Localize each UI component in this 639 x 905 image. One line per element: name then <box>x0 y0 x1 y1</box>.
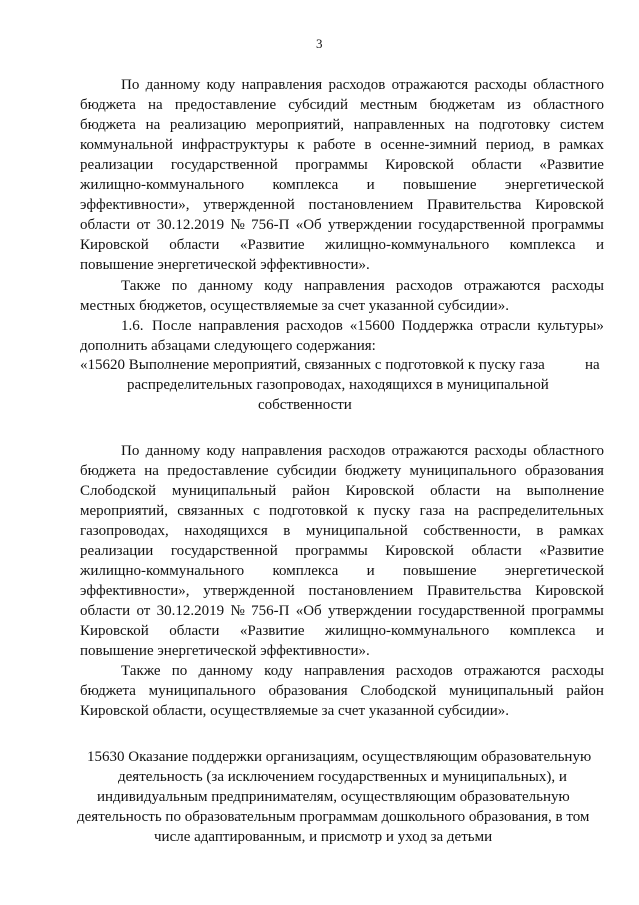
word: утвержденной <box>203 583 295 599</box>
word: осенне-зимний <box>380 137 477 153</box>
word: программы <box>531 217 604 233</box>
word: и <box>595 623 604 639</box>
word: инфраструктуры <box>181 137 289 153</box>
word: Правительства <box>427 583 522 599</box>
word: данному <box>145 443 201 459</box>
word: Кировской <box>385 543 454 559</box>
word: отражаются <box>463 663 541 679</box>
word: области <box>169 237 220 253</box>
word: энергетической <box>504 563 604 579</box>
word: Слободской <box>80 483 157 499</box>
text-line: числе адаптированным, и присмотр и уход за детьми <box>154 829 493 845</box>
word: направления <box>241 77 323 93</box>
word: муниципальный <box>171 483 277 499</box>
word: «Развитие <box>539 543 604 559</box>
word: области <box>80 603 131 619</box>
word: области <box>430 483 481 499</box>
word: области <box>80 217 131 233</box>
text-line: индивидуальным предпринимателям, осуществляющим образовательную <box>97 789 570 805</box>
word: областного <box>533 443 604 459</box>
word: комплекса <box>272 177 339 193</box>
word: от <box>136 603 151 619</box>
text-line <box>80 116 604 135</box>
text-line <box>152 317 604 336</box>
word: коду <box>206 443 236 459</box>
word: направленных <box>353 117 445 133</box>
word: комплекса <box>509 237 576 253</box>
text-line: 15630 Оказание поддержки организациям, осуществляющим образовательную <box>87 749 592 765</box>
word: предоставление <box>174 97 277 113</box>
word: отражаются <box>391 443 469 459</box>
word: связанных <box>177 503 244 519</box>
word: 30.12.2019 <box>156 217 225 233</box>
word: Кировской <box>535 197 604 213</box>
word: на <box>144 463 159 479</box>
word: бюджета <box>80 97 136 113</box>
word: реализации <box>80 543 154 559</box>
word: данному <box>198 278 253 294</box>
word: муниципальной <box>305 523 408 539</box>
word: подготовкой <box>269 503 348 519</box>
word: расходы <box>551 663 604 679</box>
word: отрасли <box>480 318 531 334</box>
word: программы <box>295 157 368 173</box>
word: расходы <box>474 77 527 93</box>
word: в <box>543 137 551 153</box>
word: в <box>364 137 372 153</box>
word: рамках <box>559 523 604 539</box>
word: по <box>171 278 188 294</box>
text-line: повышение энергетической эффективности». <box>80 643 370 659</box>
word: жилищно-коммунального <box>80 177 245 193</box>
text-line <box>80 96 604 115</box>
word: государственной <box>170 157 278 173</box>
word: газа <box>419 503 445 519</box>
word: в <box>283 523 291 539</box>
word: № <box>230 603 245 619</box>
text-line: повышение энергетической эффективности». <box>80 257 370 273</box>
word: распределительных <box>478 503 604 519</box>
word: собственности, <box>423 523 521 539</box>
word: «Развитие <box>539 157 604 173</box>
text-line <box>80 582 604 601</box>
word: и <box>366 177 375 193</box>
word: После <box>152 318 192 334</box>
word: выполнение <box>526 483 604 499</box>
word: комплекса <box>272 563 339 579</box>
text-line <box>80 522 604 541</box>
word: «Развитие <box>239 623 305 639</box>
word: в <box>536 523 544 539</box>
word: бюджету <box>344 463 402 479</box>
text-line <box>80 136 604 155</box>
page-number: 3 <box>316 36 323 51</box>
word: направления <box>241 443 323 459</box>
text-line <box>121 442 604 461</box>
text-line <box>80 562 604 581</box>
word: предоставление <box>167 463 269 479</box>
word: коду <box>264 663 293 679</box>
word: «15600 <box>349 318 395 334</box>
word: постановлением <box>308 197 414 213</box>
text-line <box>80 682 604 701</box>
word: муниципального <box>148 683 256 699</box>
word: к <box>297 137 305 153</box>
word: области <box>471 157 522 173</box>
word: коду <box>206 77 236 93</box>
word: мероприятий, <box>256 117 345 133</box>
text-line <box>80 196 604 215</box>
word: расходы <box>474 443 527 459</box>
word: и <box>366 563 375 579</box>
text-line <box>80 622 604 641</box>
word: местным <box>360 97 418 113</box>
word: Кировской <box>80 623 149 639</box>
word: Кировской <box>535 583 604 599</box>
word: области <box>169 623 220 639</box>
text-line: Кировской области, осуществляемые за счет указанной субсидии». <box>80 703 510 719</box>
word: муниципального <box>409 463 517 479</box>
word: Поддержка <box>401 318 474 334</box>
word: образования <box>268 683 348 699</box>
word: утверждении <box>328 217 412 233</box>
word: субсидий <box>288 97 348 113</box>
word: жилищно-коммунального <box>80 563 245 579</box>
word: повышение <box>402 563 477 579</box>
word: жилищно-коммунального <box>325 623 490 639</box>
text-line: деятельность (за исключением государственных и муниципальных), и <box>118 769 567 785</box>
text-line: 1.6. <box>121 318 144 334</box>
word: на <box>496 483 511 499</box>
word: эффективности», <box>80 197 190 213</box>
word: По <box>121 77 140 93</box>
word: «Об <box>295 603 322 619</box>
word: из <box>507 97 521 113</box>
word: государственной <box>170 543 278 559</box>
word: расходов <box>395 663 453 679</box>
word: мероприятий, <box>80 503 168 519</box>
word: Слободской <box>360 683 437 699</box>
word: утверждении <box>328 603 412 619</box>
text-line <box>121 76 604 95</box>
word: областного <box>533 97 604 113</box>
word: реализации <box>80 157 154 173</box>
word: области <box>471 543 522 559</box>
word: систем <box>559 117 604 133</box>
word: от <box>136 217 151 233</box>
text-line <box>80 236 604 255</box>
word: Кировской <box>345 483 415 499</box>
word: областного <box>533 77 604 93</box>
word: расходов <box>286 318 343 334</box>
word: отражаются <box>463 278 541 294</box>
text-line <box>80 602 604 621</box>
word: бюджета <box>80 117 136 133</box>
word: находящихся <box>184 523 268 539</box>
word: коду <box>264 278 293 294</box>
word: комплекса <box>509 623 576 639</box>
word: пуску <box>373 503 411 519</box>
text-line <box>121 277 604 296</box>
word: газопроводах, <box>80 523 169 539</box>
word: направления <box>304 663 385 679</box>
word: период, <box>485 137 535 153</box>
word: рамках <box>559 137 604 153</box>
word: постановлением <box>308 583 414 599</box>
word: Кировской <box>80 237 149 253</box>
word: подготовку <box>478 117 551 133</box>
word: направления <box>198 318 280 334</box>
word: № <box>230 217 245 233</box>
word: 756-П <box>251 217 290 233</box>
text-line <box>80 502 604 521</box>
word: 756-П <box>251 603 290 619</box>
word: бюджета <box>80 683 136 699</box>
word: утвержденной <box>203 197 295 213</box>
text-line: на <box>585 357 600 373</box>
word: направления <box>304 278 385 294</box>
word: 30.12.2019 <box>156 603 225 619</box>
word: субсидии <box>276 463 337 479</box>
word: расходы <box>551 278 604 294</box>
word: и <box>595 237 604 253</box>
word: расходов <box>395 278 453 294</box>
word: на <box>148 97 163 113</box>
word: Также <box>121 663 161 679</box>
word: муниципальный <box>449 683 554 699</box>
word: По <box>121 443 140 459</box>
word: район <box>292 483 330 499</box>
text-line <box>121 662 604 681</box>
word: программы <box>295 543 368 559</box>
word: с <box>253 503 260 519</box>
word: данному <box>145 77 201 93</box>
text-line <box>80 176 604 195</box>
word: государственной <box>418 217 526 233</box>
word: район <box>566 683 604 699</box>
text-line <box>80 462 604 481</box>
word: бюджета <box>80 463 136 479</box>
text-line: деятельность по образовательным программам дошкольного образования, в том <box>77 809 590 825</box>
word: «Об <box>295 217 322 233</box>
word: бюджетам <box>429 97 495 113</box>
word: Правительства <box>427 197 522 213</box>
word: реализацию <box>169 117 247 133</box>
text-line <box>80 482 604 501</box>
word: расходов <box>328 77 386 93</box>
word: работе <box>313 137 356 153</box>
word: программы <box>531 603 604 619</box>
word: на <box>454 117 470 133</box>
word: Также <box>121 278 161 294</box>
text-line: распределительных газопроводах, находящихся в муниципальной <box>127 377 549 393</box>
text-line <box>80 156 604 175</box>
word: жилищно-коммунального <box>325 237 490 253</box>
word: по <box>171 663 188 679</box>
word: культуры» <box>537 318 604 334</box>
text-line: «15620 Выполнение мероприятий, связанных с подготовкой к пуску газа <box>80 357 545 373</box>
text-line <box>80 542 604 561</box>
word: расходов <box>328 443 386 459</box>
word: к <box>357 503 365 519</box>
word: энергетической <box>504 177 604 193</box>
word: повышение <box>402 177 477 193</box>
word: Кировской <box>385 157 454 173</box>
word: коммунальной <box>80 137 173 153</box>
text-line: местных бюджетов, осуществляемые за счет указанной субсидии». <box>80 298 509 314</box>
word: эффективности», <box>80 583 190 599</box>
word: образования <box>524 463 604 479</box>
text-line: собственности <box>258 397 352 413</box>
text-line <box>80 216 604 235</box>
word: на <box>145 117 161 133</box>
word: отражаются <box>391 77 469 93</box>
word: государственной <box>418 603 526 619</box>
text-line: дополнить абзацами следующего содержания: <box>80 338 376 354</box>
word: «Развитие <box>239 237 305 253</box>
word: на <box>454 503 469 519</box>
word: данному <box>198 663 253 679</box>
